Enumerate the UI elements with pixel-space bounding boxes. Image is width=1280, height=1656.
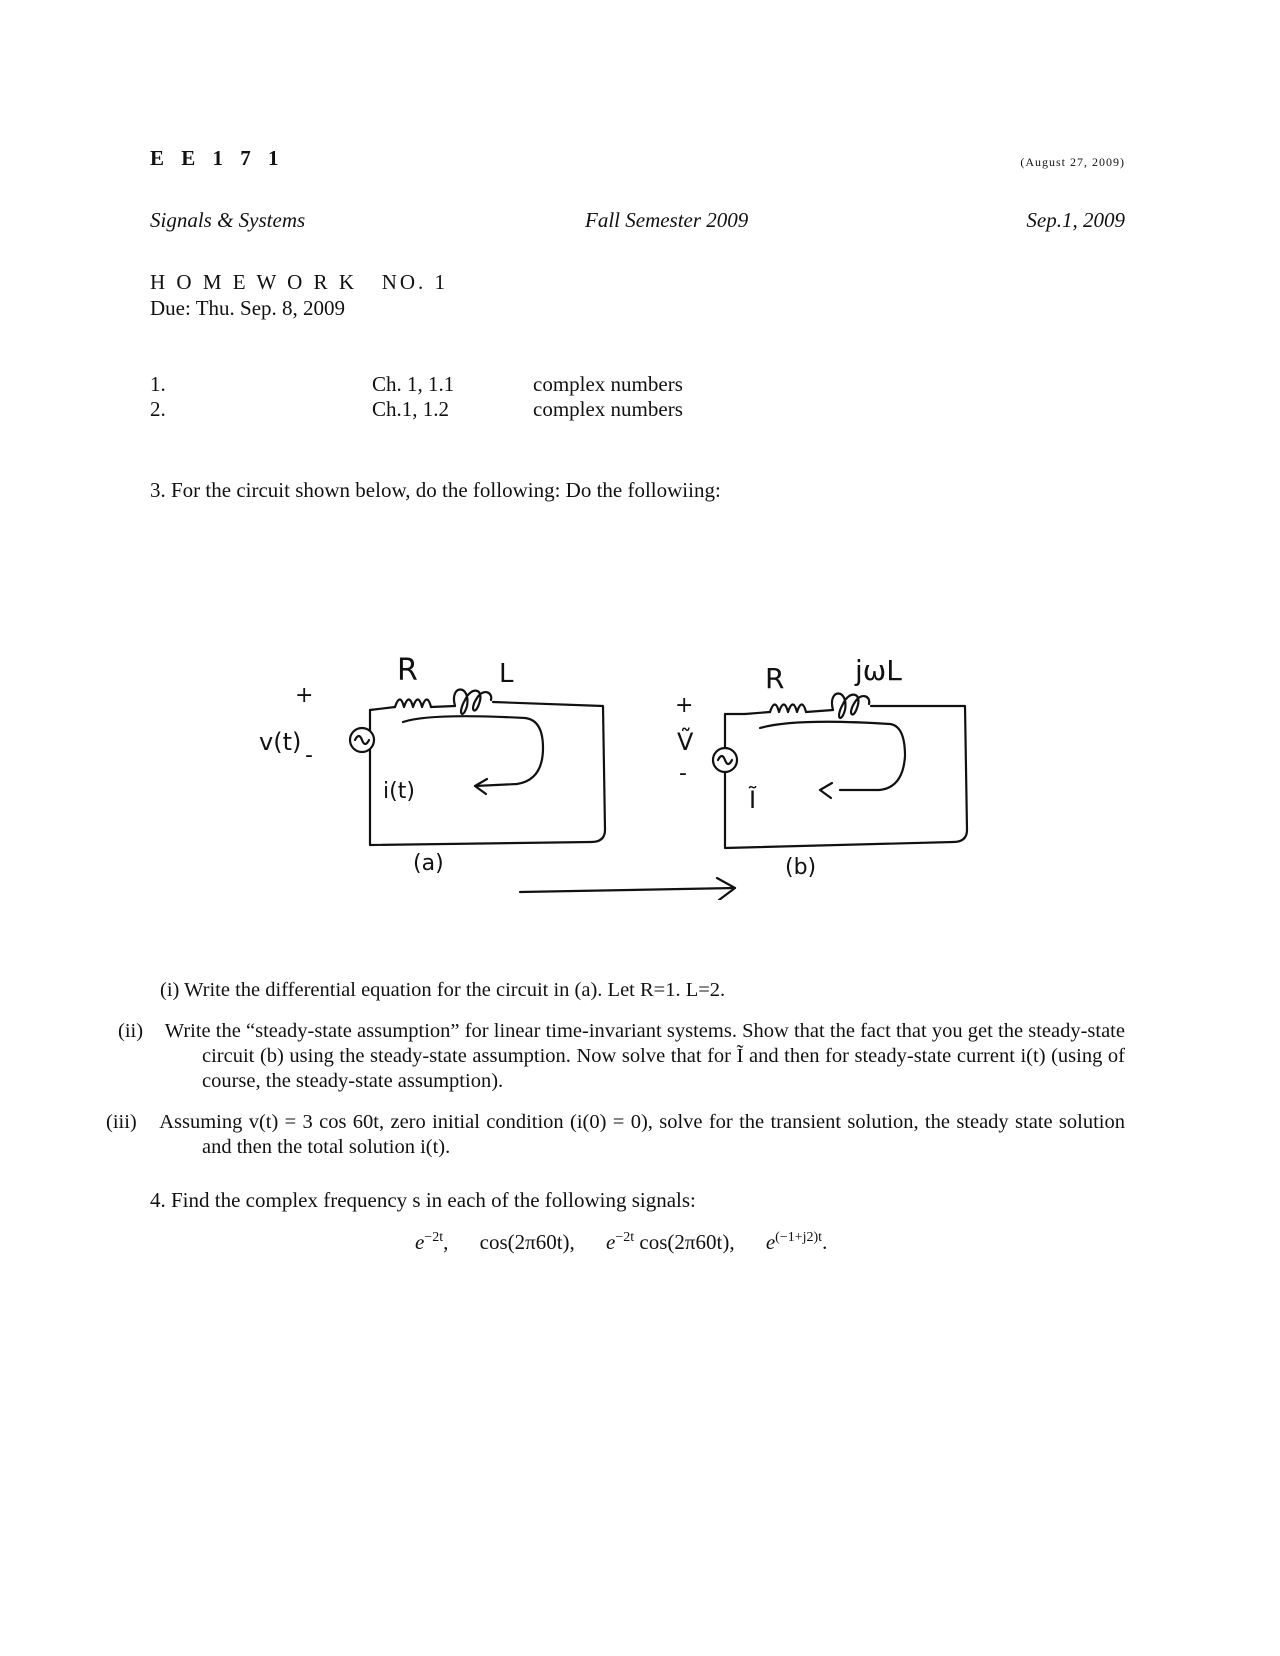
problem-number: 1. bbox=[150, 372, 166, 396]
minus-sign-b: - bbox=[679, 761, 687, 786]
current-label-a: i(t) bbox=[383, 779, 415, 804]
part-label: (i) bbox=[160, 979, 180, 1001]
resistor-a bbox=[395, 700, 431, 708]
circuit-a bbox=[350, 690, 605, 846]
source-label-a: v(t) bbox=[259, 728, 302, 756]
problem-topic: complex numbers bbox=[533, 372, 683, 396]
signal-4: $e^{(-1+j2)t}$. bbox=[765, 1230, 828, 1254]
part-text: Write the “steady-state assumption” for linear time-invariant systems. Show that the fact that you get the steady-state circuit (b) using the steady-state assumption. Now solve that for Ĩ and then for steady-state current i(t) (using of course, the steady-state assumption). bbox=[164, 1020, 1125, 1092]
minus-sign-a: - bbox=[305, 743, 313, 768]
inductor-b bbox=[832, 694, 869, 718]
current-label-b: Ĩ bbox=[749, 786, 757, 814]
part-text: Assuming v(t) = 3 cos 60t, zero initial condition (i(0) = 0), solve for the transient solution, the steady state solution and then the total solution i(t). bbox=[159, 1111, 1125, 1158]
label-l-b: jωL bbox=[855, 654, 902, 687]
plus-sign-a: + bbox=[295, 683, 314, 708]
header-date: Sep.1, 2009 bbox=[1026, 208, 1125, 232]
homework-title: H O M E W O R K NO. 1 bbox=[150, 270, 449, 294]
part-iii: (iii) Assuming v(t) = 3 cos 60t, zero initial condition (i(0) = 0), solve for the transient solution, the steady state solution and then the total solution i(t). bbox=[106, 1111, 1125, 1158]
plus-sign-b: + bbox=[675, 693, 694, 718]
inductor-a bbox=[454, 690, 491, 714]
part-text: Write the differential equation for the circuit in (a). Let R=1. L=2. bbox=[184, 979, 726, 1001]
circuit-b bbox=[713, 694, 967, 849]
problem-4-statement: 4. Find the complex frequency s in each of the following signals: bbox=[150, 1188, 696, 1212]
course-code: E E 1 7 1 bbox=[150, 146, 285, 170]
part-ii: (ii) Write the “steady-state assumption” for linear time-invariant systems. Show that the fact that you get the steady-state circuit (b) using the steady-state assumption. Now solve that for Ĩ and then for steady-state current i(t) (using of course, the steady-state assumption). bbox=[118, 1020, 1125, 1092]
resistor-b bbox=[770, 705, 806, 713]
semester: Fall Semester 2009 bbox=[585, 208, 749, 232]
signal-list bbox=[415, 1230, 853, 1255]
label-l-a: L bbox=[499, 659, 514, 689]
signal-3: $e^{-2t}$ cos(2π60t), bbox=[606, 1230, 735, 1254]
label-r-b: R bbox=[765, 662, 785, 695]
due-date: Due: Thu. Sep. 8, 2009 bbox=[150, 296, 346, 320]
problem-number: 2. bbox=[150, 397, 166, 421]
signal-1: $e^{-2t}$, bbox=[415, 1230, 449, 1254]
part-i bbox=[160, 978, 1125, 1003]
transform-arrow bbox=[520, 888, 735, 892]
signal-2: cos(2π60t), bbox=[479, 1230, 575, 1254]
source-label-b: Ṽ bbox=[677, 728, 694, 756]
label-r-a: R bbox=[397, 653, 418, 688]
caption-b: (b) bbox=[785, 855, 817, 880]
course-subject: Signals & Systems bbox=[150, 208, 306, 232]
date-note: (August 27, 2009) bbox=[1020, 155, 1125, 169]
circuit-figure bbox=[255, 630, 1015, 900]
problem-chapter: Ch.1, 1.2 bbox=[372, 397, 450, 421]
caption-a: (a) bbox=[413, 851, 444, 876]
problem-chapter: Ch. 1, 1.1 bbox=[372, 372, 455, 396]
problem-topic: complex numbers bbox=[533, 397, 683, 421]
problem-3-statement: 3. For the circuit shown below, do the following: Do the followiing: bbox=[150, 478, 721, 502]
